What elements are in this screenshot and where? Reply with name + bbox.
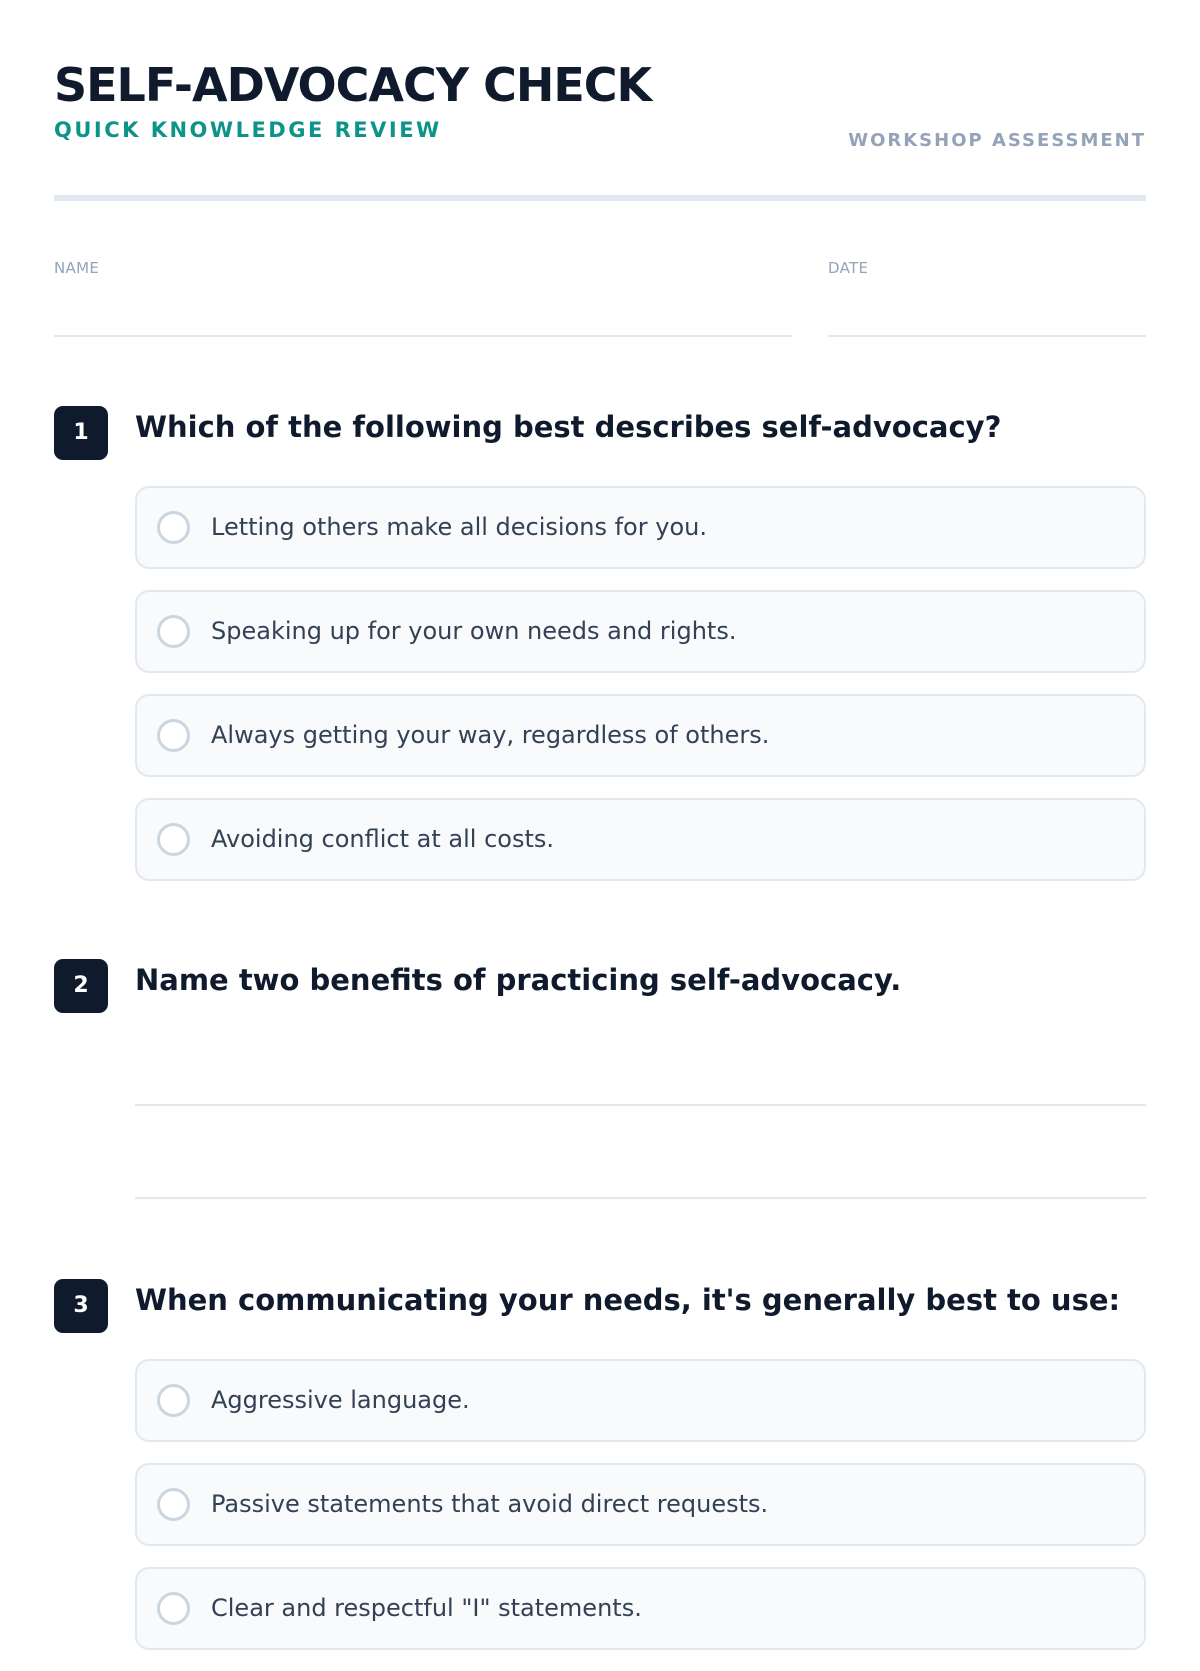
question-number-badge: 1 — [54, 406, 108, 460]
answer-line[interactable] — [135, 1197, 1146, 1199]
student-info-fields — [54, 201, 1146, 341]
answer-option[interactable] — [135, 694, 1146, 777]
answer-line[interactable] — [135, 1104, 1146, 1106]
radio-button[interactable] — [157, 823, 190, 856]
name-input-line[interactable] — [54, 335, 792, 337]
radio-button[interactable] — [157, 615, 190, 648]
question-number-badge: 2 — [54, 959, 108, 1013]
answer-options — [135, 1359, 1146, 1671]
worksheet-header — [54, 0, 1146, 201]
answer-options — [135, 486, 1146, 902]
answer-option[interactable] — [135, 1359, 1146, 1442]
radio-button[interactable] — [157, 1592, 190, 1625]
answer-option[interactable] — [135, 590, 1146, 673]
date-field[interactable] — [828, 201, 1146, 341]
question-text: Which of the following best describes self-advocacy? — [135, 410, 1002, 444]
answer-option[interactable] — [135, 1567, 1146, 1650]
question-number-badge: 3 — [54, 1279, 108, 1333]
date-label: DATE — [828, 259, 869, 277]
name-label: NAME — [54, 259, 100, 277]
option-label: Clear and respectful "I" statements. — [211, 1594, 642, 1622]
date-input-line[interactable] — [828, 335, 1146, 337]
option-label: Avoiding conflict at all costs. — [211, 825, 554, 853]
option-label: Speaking up for your own needs and rights. — [211, 617, 737, 645]
question-2 — [54, 959, 1146, 1219]
radio-button[interactable] — [157, 1488, 190, 1521]
answer-option[interactable] — [135, 486, 1146, 569]
question-text: Name two benefits of practicing self-advocacy. — [135, 963, 902, 997]
question-text: When communicating your needs, it's generally best to use: — [135, 1283, 1121, 1317]
option-label: Aggressive language. — [211, 1386, 470, 1414]
option-label: Letting others make all decisions for you. — [211, 513, 707, 541]
answer-option[interactable] — [135, 1463, 1146, 1546]
page-title: SELF-ADVOCACY CHECK — [54, 58, 652, 112]
option-label: Always getting your way, regardless of others. — [211, 721, 770, 749]
option-label: Passive statements that avoid direct requests. — [211, 1490, 769, 1518]
assessment-tag: WORKSHOP ASSESSMENT — [848, 130, 1146, 151]
radio-button[interactable] — [157, 1384, 190, 1417]
radio-button[interactable] — [157, 511, 190, 544]
answer-option[interactable] — [135, 798, 1146, 881]
page-subtitle: QUICK KNOWLEDGE REVIEW — [54, 118, 442, 142]
radio-button[interactable] — [157, 719, 190, 752]
name-field[interactable] — [54, 201, 792, 341]
